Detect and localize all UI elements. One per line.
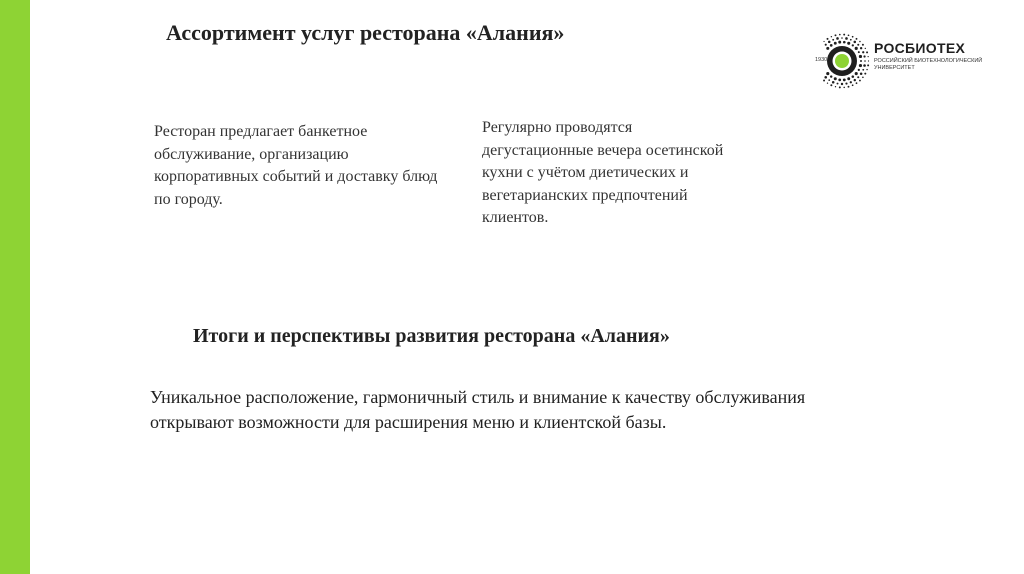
section-title: Итоги и перспективы развития ресторана «Алания» (193, 325, 670, 347)
logo-subtitle: РОССИЙСКИЙ БИОТЕХНОЛОГИЧЕСКИЙ УНИВЕРСИТЕТ (874, 58, 983, 71)
slide-title: Ассортимент услуг ресторана «Алания» (166, 20, 565, 45)
university-logo (814, 33, 994, 89)
logo-year: 1930 (815, 57, 828, 63)
side-accent-bar (0, 0, 30, 574)
services-paragraph-left: Ресторан предлагает банкетное обслуживание, организацию корпоративных событий и доставку блюд по городу. (154, 123, 438, 208)
logo-name: РОСБИОТЕХ (874, 40, 966, 56)
services-paragraph-right: Регулярно проводятся дегустационные вечера осетинской кухни с учётом диетических и вегетарианских предпочтений клиентов. (482, 119, 724, 226)
summary-paragraph: Уникальное расположение, гармоничный стиль и внимание к качеству обслуживания открывают возможности для расширения меню и клиентской базы. (150, 387, 806, 432)
